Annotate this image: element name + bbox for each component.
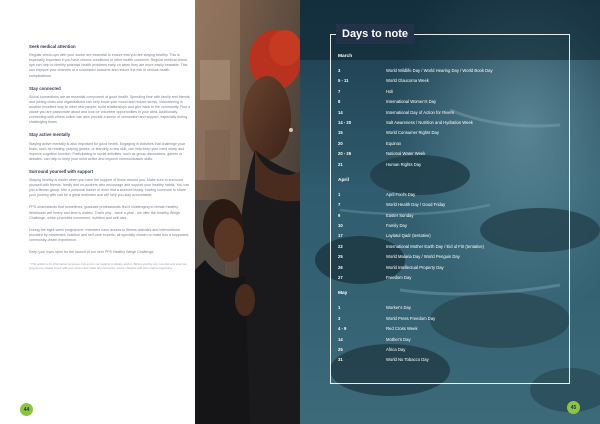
list-item (338, 149, 566, 159)
left-page (0, 0, 195, 424)
event-date: 31 (338, 357, 343, 363)
list-item (338, 118, 566, 128)
list-item (338, 263, 566, 273)
event-name: World Press Freedom Day (386, 315, 436, 321)
month-heading-may: May (338, 291, 348, 297)
list-item (338, 303, 566, 313)
event-date: 8 (338, 99, 341, 105)
event-date: 15 (338, 130, 343, 136)
disclaimer-footnote: * This article is for information purposes only and is not medical or dietary advice. Before starting any new diet and exercise programme please check with your doctor and make any necessary and/or changes with them before beginning. (29, 262, 187, 270)
list-item (338, 335, 566, 345)
event-name: Red Cross Week (386, 326, 418, 332)
event-date: 1 (338, 191, 341, 197)
page-number-left: 44 (20, 403, 33, 416)
section-paragraph: Staying healthy is easier when you have the support of those around you. Make sure to surround yourself with friends, family and co-workers who encourage and support your healthy habits. You can join a fitness group, hire a personal trainer or even find a workout buddy. Having someone to share your journey with can be a great motivator and will help you stay accountable. (29, 178, 190, 198)
section-paragraph: Regular check-ups with your doctor are essential to ensure that you are staying healthy. This is especially important if you have chronic conditions or other health concerns. Regular medical check-ups can help to identify potential health problems early on when they are more easily treatable. This can improve your chances of a successful outcome and reduce the risk of serious health complications. (29, 53, 189, 78)
event-date: 3 (338, 315, 341, 321)
event-date: 10 (338, 223, 343, 229)
section-seek-medical (29, 44, 191, 79)
section-heading: Seek medical attention (29, 44, 76, 49)
event-date: 14 - 20 (338, 119, 352, 125)
event-name: World Glaucoma Week (386, 78, 429, 84)
list-item (338, 160, 566, 170)
event-name: Easter Sunday (386, 212, 414, 218)
section-heading: Stay active mentally (29, 132, 71, 138)
event-name: World Malaria Day / World Penguin Day (386, 254, 460, 260)
section-heading: Stay connected (29, 85, 61, 91)
section-support (29, 169, 191, 255)
event-date: 14 (338, 109, 343, 115)
event-name: Human Rights Day (386, 161, 422, 167)
page-number-right: 45 (567, 401, 580, 414)
days-to-note-title: Days to note (336, 24, 414, 44)
event-name: International Women's Day (386, 99, 437, 105)
list-item (338, 221, 566, 231)
event-name: World Health Day / Good Friday (386, 202, 446, 208)
event-date: 5 - 11 (338, 78, 349, 84)
mother-child-photo (195, 0, 305, 424)
event-date: 1 (338, 305, 341, 311)
section-paragraph: Social connections are an essential component of good health. Spending time with family and friends, and joining clubs and organisations can help boost your mood and reduce stress. Volunteering is another excellent way to meet new people, build relationships and give back to the community. Find a cause you are passionate about and look for volunteer opportunities in your area. Additionally, connecting with others online can also provide a sense of connection and support, especially during challenging times. (29, 94, 191, 125)
list-item (338, 87, 566, 97)
event-name: World No Tobacco Day (386, 357, 429, 363)
list-item (338, 242, 566, 252)
event-name: Salt Awareness / Nutrition and Hydration Week (386, 119, 473, 125)
days-to-note-list (338, 54, 566, 366)
list-item (338, 76, 566, 86)
event-date: 25 (338, 254, 343, 260)
article-column (29, 44, 191, 271)
event-date: 17 (338, 233, 343, 239)
event-date: 4 - 9 (338, 326, 347, 332)
event-name: Equinox (386, 140, 402, 146)
event-name: Family Day (386, 223, 407, 229)
event-name: International Day of Action for Rivers (386, 109, 454, 115)
event-name: Laylatul Qadr (tentative) (386, 233, 431, 239)
list-item (338, 324, 566, 334)
section-stay-connected (29, 86, 191, 126)
list-item (338, 97, 566, 107)
section-paragraph: Staying active mentally is also important for good health. Engaging in activities that challenge your brain, such as reading, playing games, or learning a new skill, can help keep your mind sharp and improve cognitive function. Participating in social activities, such as group discussions, games or debates, can help to keep your mind active and improve communication skills. (29, 141, 186, 161)
list-item (338, 190, 566, 200)
event-date: 27 (338, 275, 343, 281)
list-item (338, 211, 566, 221)
event-name: Freedom Day (386, 275, 412, 281)
event-name: International Mother Earth Day / Eid ul Fitr (tentative) (386, 243, 484, 249)
list-item (338, 252, 566, 262)
section-paragraph: Keep your eyes open for the launch of our next PPS Healthy Weigh Challenge. (29, 249, 155, 254)
list-item (338, 355, 566, 365)
event-date: 22 (338, 243, 343, 249)
list-item (338, 273, 566, 283)
month-heading-march: March (338, 54, 353, 59)
event-name: World Wildlife Day / World Hearing Day / World Book Day (386, 68, 493, 73)
section-paragraph: During the eight-week programme, members have access to fitness activities and interventions provided by movement, nutrition and self-care experts, all specially chosen to make this a supported, community-driven experience. (29, 227, 190, 242)
event-date: 7 (338, 88, 341, 94)
event-date: 25 (338, 346, 343, 352)
event-name: April Fool's Day (386, 191, 416, 197)
event-date: 20 (338, 140, 343, 146)
section-paragraph: PPS understands that sometimes, graduate professionals find it challenging to remain healthy. Workloads are heavy and time is limited. That's why - twice a year - we offer the Healthy Weigh Challenge, which promotes movement, nutrition and self-care. (29, 205, 181, 220)
list-item (338, 231, 566, 241)
section-stay-active-mentally (29, 132, 191, 162)
event-name: Holi (386, 88, 394, 94)
list-item (338, 66, 566, 76)
list-item (338, 108, 566, 118)
event-date: 9 (338, 212, 341, 218)
event-name: World Consumer Rights Day (386, 130, 439, 136)
event-date: 20 - 26 (338, 151, 352, 157)
event-date: 7 (338, 202, 341, 208)
event-name: Worker's Day (386, 305, 411, 311)
event-name: Mother's Day (386, 336, 411, 342)
event-name: Africa Day (386, 346, 406, 352)
section-heading: Surround yourself with support (29, 168, 94, 174)
list-item (338, 345, 566, 355)
list-item (338, 139, 566, 149)
event-date: 14 (338, 336, 343, 342)
list-item (338, 200, 566, 210)
list-item (338, 128, 566, 138)
event-date: 3 (338, 68, 341, 73)
month-heading-april: April (338, 177, 349, 183)
event-name: World Intellectual Property Day (386, 264, 444, 270)
event-name: National Water Week (386, 151, 426, 157)
event-date: 21 (338, 161, 343, 167)
list-item (338, 314, 566, 324)
event-date: 26 (338, 264, 343, 270)
